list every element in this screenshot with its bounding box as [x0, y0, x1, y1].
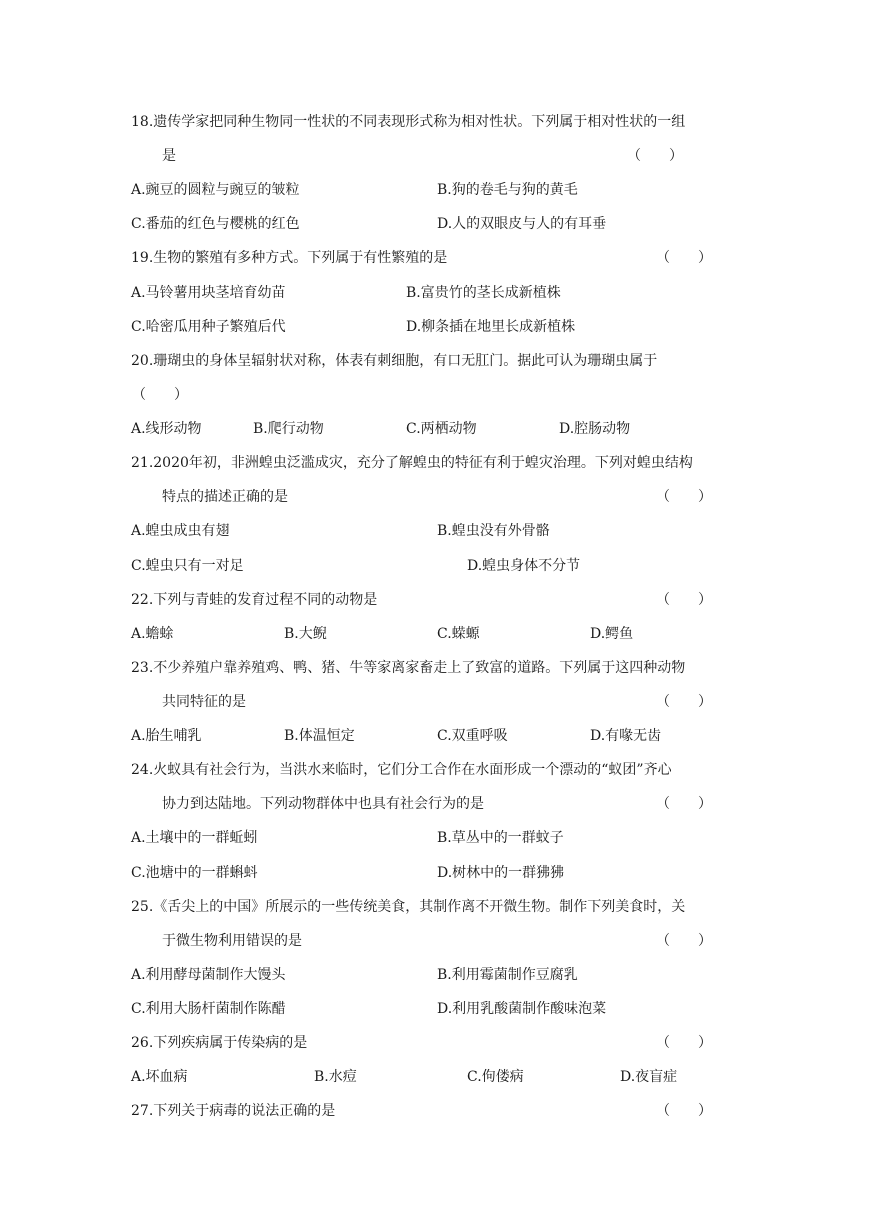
- question-21-stem-cont: 特点的描述正确的是: [162, 489, 288, 505]
- question-24-option-d: D.树林中的一群狒狒: [437, 865, 565, 881]
- question-22-answer-bracket: （ ）: [656, 592, 712, 608]
- question-25-option-a: A.利用酵母菌制作大馒头: [131, 967, 286, 983]
- question-22-option-d: D.鳄鱼: [590, 626, 634, 642]
- question-20-answer-bracket: （ ）: [132, 387, 188, 403]
- question-21-option-c: C.蝗虫只有一对足: [131, 558, 244, 574]
- question-25-stem-cont: 于微生物利用错误的是: [162, 933, 302, 949]
- question-18-option-c: C.番茄的红色与樱桃的红色: [131, 216, 300, 232]
- question-23-stem-cont: 共同特征的是: [162, 694, 246, 710]
- question-27-answer-bracket: （ ）: [656, 1103, 712, 1119]
- question-20-option-a: A.线形动物: [131, 421, 202, 437]
- question-25-option-c: C.利用大肠杆菌制作陈醋: [131, 1001, 286, 1017]
- question-22-option-c: C.蝾螈: [437, 626, 480, 642]
- question-21-option-b: B.蝗虫没有外骨骼: [437, 523, 550, 539]
- question-23-option-a: A.胎生哺乳: [131, 728, 202, 744]
- question-26-answer-bracket: （ ）: [656, 1035, 712, 1051]
- question-18-stem-cont: 是: [162, 148, 176, 164]
- question-19-option-c: C.哈密瓜用种子繁殖后代: [131, 319, 286, 335]
- question-23-option-c: C.双重呼吸: [437, 728, 508, 744]
- question-22-option-b: B.大鲵: [284, 626, 327, 642]
- question-25-option-b: B.利用霉菌制作豆腐乳: [437, 967, 578, 983]
- question-18-stem: 18.遗传学家把同种生物同一性状的不同表现形式称为相对性状。下列属于相对性状的一组: [131, 114, 686, 130]
- question-21-answer-bracket: （ ）: [656, 489, 712, 505]
- question-21-option-a: A.蝗虫成虫有翅: [131, 523, 230, 539]
- question-26-option-b: B.水痘: [314, 1069, 357, 1085]
- question-21-stem: 21.2020年初，非洲蝗虫泛滥成灾，充分了解蝗虫的特征有利于蝗灾治理。下列对蝗虫结构: [131, 455, 693, 471]
- question-23-option-d: D.有喙无齿: [590, 728, 662, 744]
- question-24-answer-bracket: （ ）: [656, 796, 712, 812]
- question-23-stem: 23.不少养殖户靠养殖鸡、鸭、猪、牛等家离家畜走上了致富的道路。下列属于这四种动物: [131, 660, 686, 676]
- question-20-option-d: D.腔肠动物: [559, 421, 631, 437]
- question-24-option-a: A.土壤中的一群蚯蚓: [131, 830, 258, 846]
- question-24-option-c: C.池塘中的一群蝌蚪: [131, 865, 258, 881]
- question-23-option-b: B.体温恒定: [284, 728, 355, 744]
- question-18-option-d: D.人的双眼皮与人的有耳垂: [437, 216, 607, 232]
- question-24-stem-cont: 协力到达陆地。下列动物群体中也具有社会行为的是: [162, 796, 484, 812]
- question-18-option-a: A.豌豆的圆粒与豌豆的皱粒: [131, 182, 300, 198]
- question-19-option-a: A.马铃薯用块茎培育幼苗: [131, 285, 286, 301]
- question-24-option-b: B.草丛中的一群蚊子: [437, 830, 564, 846]
- question-20-option-b: B.爬行动物: [253, 421, 324, 437]
- question-27-stem: 27.下列关于病毒的说法正确的是: [131, 1103, 336, 1119]
- question-23-answer-bracket: （ ）: [656, 694, 712, 710]
- question-20-stem: 20.珊瑚虫的身体呈辐射状对称，体表有刺细胞，有口无肛门。据此可认为珊瑚虫属于: [131, 353, 658, 369]
- question-21-option-d: D.蝗虫身体不分节: [467, 558, 581, 574]
- question-18-answer-bracket: （ ）: [627, 148, 683, 164]
- question-22-option-a: A.蟾蜍: [131, 626, 174, 642]
- question-26-option-c: C.佝偻病: [467, 1069, 524, 1085]
- question-26-option-a: A.坏血病: [131, 1069, 188, 1085]
- question-25-option-d: D.利用乳酸菌制作酸味泡菜: [437, 1001, 607, 1017]
- question-26-option-d: D.夜盲症: [620, 1069, 678, 1085]
- question-25-answer-bracket: （ ）: [656, 933, 712, 949]
- question-19-answer-bracket: （ ）: [656, 250, 712, 266]
- question-24-stem: 24.火蚁具有社会行为，当洪水来临时，它们分工合作在水面形成一个漂动的“蚁团”齐心: [131, 762, 672, 778]
- question-19-stem: 19.生物的繁殖有多种方式。下列属于有性繁殖的是: [131, 250, 448, 266]
- question-25-stem: 25.《舌尖上的中国》所展示的一些传统美食，其制作离不开微生物。制作下列美食时，关: [131, 899, 686, 915]
- question-22-stem: 22.下列与青蛙的发育过程不同的动物是: [131, 592, 378, 608]
- question-18-option-b: B.狗的卷毛与狗的黄毛: [437, 182, 578, 198]
- question-19-option-d: D.柳条插在地里长成新植株: [406, 319, 576, 335]
- question-26-stem: 26.下列疾病属于传染病的是: [131, 1035, 308, 1051]
- question-19-option-b: B.富贵竹的茎长成新植株: [406, 285, 561, 301]
- question-20-option-c: C.两栖动物: [406, 421, 477, 437]
